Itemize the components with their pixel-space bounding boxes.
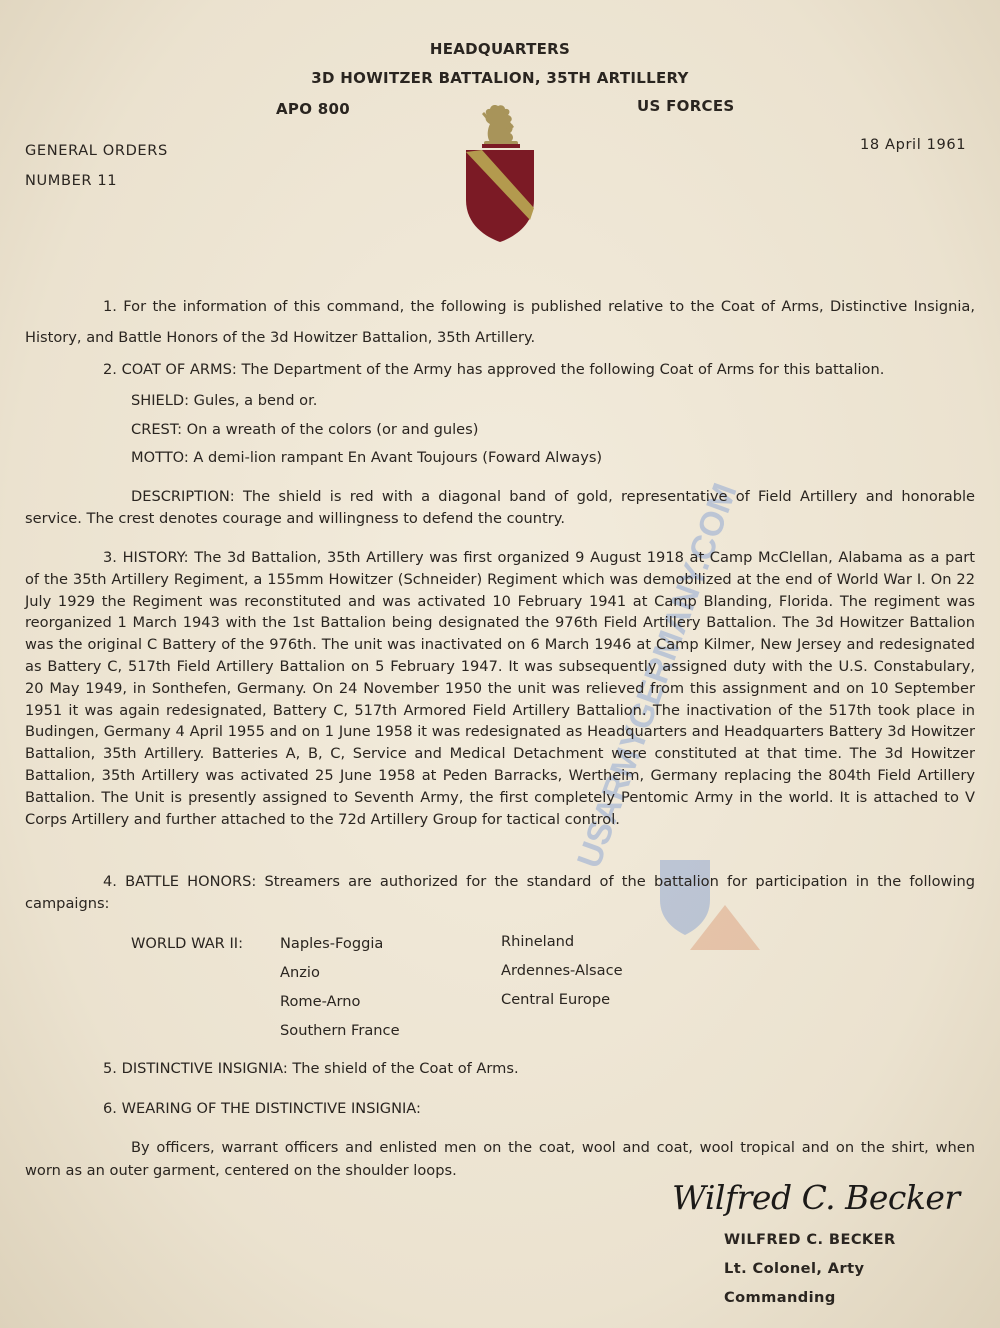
signer-name: WILFRED C. BECKER — [724, 1231, 896, 1248]
paragraph-6-text: By officers, warrant officers and enlisted men on the coat, wool and coat, wool tropical and on the shirt, when worn as an outer garment, centered on the shoulder loops. — [25, 1139, 975, 1179]
shield-line: SHIELD: Gules, a bend or. — [131, 392, 318, 409]
motto-line: MOTTO: A demi-lion rampant En Avant Toujours (Foward Always) — [131, 449, 603, 466]
coat-of-arms-emblem — [460, 100, 540, 245]
campaign-item: Southern France — [280, 1022, 400, 1039]
paragraph-4-number: 4. — [103, 873, 117, 890]
campaign-list-right — [501, 927, 623, 1014]
handwritten-signature: Wilfred C. Becker — [672, 1178, 960, 1217]
paragraph-6 — [103, 1098, 975, 1120]
signer-rank: Lt. Colonel, Arty — [724, 1260, 865, 1277]
general-orders-title: GENERAL ORDERS — [25, 142, 168, 159]
demi-lion-crest-icon — [482, 105, 518, 147]
paragraph-3-history — [25, 547, 975, 830]
paragraph-2-number: 2. — [103, 361, 117, 378]
header-us-forces: US FORCES — [637, 97, 735, 115]
description-paragraph: DESCRIPTION: The shield is red with a diagonal band of gold, representative of Field Artillery and honorable service. The crest denotes courage and willingness to defend the country. — [25, 488, 975, 527]
campaign-list-left — [280, 929, 400, 1045]
signer-role: Commanding — [724, 1289, 836, 1306]
paragraph-4-battle-honors — [25, 871, 975, 915]
header-battalion: 3D HOWITZER BATTALION, 35TH ARTILLERY — [311, 69, 689, 87]
shield-icon — [466, 150, 534, 242]
crest-line: CREST: On a wreath of the colors (or and gules) — [131, 421, 479, 438]
war-label: WORLD WAR II: — [131, 935, 243, 952]
paragraph-5 — [103, 1058, 975, 1080]
paragraph-6-title: WEARING OF THE DISTINCTIVE INSIGNIA: — [121, 1100, 421, 1117]
campaign-item: Anzio — [280, 964, 320, 981]
paragraph-1 — [25, 291, 975, 353]
paragraph-1-number: 1. — [103, 298, 117, 315]
paragraph-1-text: For the information of this command, the following is published relative to the Coat of Arms, Distinctive Insignia, History, and Battle Honors of the 3d Howitzer Battalion, 35th Artillery. — [25, 298, 975, 346]
paragraph-3-text: HISTORY: The 3d Battalion, 35th Artillery was first organized 9 August 1918 at Camp McClellan, Alabama as a part of the 35th Artillery Regiment, a 155mm Howitzer (Schneider) Regiment which was demobilized at the end of World War I. On 22 July 1929 the Regiment was reconstituted and was activated 10 February 1941 at Camp Blanding, Florida. The regiment was reorganized 1 March 1943 with the 1st Battalion being designated the 976th Field Artillery Battalion. The 3d Howitzer Battalion was the original C Battery of the 976th. The unit was inactivated on 6 March 1946 at Camp Kilmer, New Jersey and redesignated as Battery C, 517th Field Artillery Battalion on 5 February 1947. It was subsequently assigned duty with the U.S. Constabulary, 20 May 1949, in Sonthefen, Germany. On 24 November 1950 the unit was relieved from this assignment and on 10 September 1951 it was again redesignated, Battery C, 517th Armored Field Artillery Battalion. The inactivation of the 517th took place in Budingen, Germany 4 April 1955 and on 1 June 1958 it was redesignated as Headquarters and Headquarters Battery 3d Howitzer Battalion, 35th Artillery. Batteries A, B, C, Service and Medical Detachment were constituted at that time. The 3d Howitzer Battalion, 35th Artillery was activated 25 June 1958 at Peden Barracks, Wertheim, Germany replacing the 804th Field Artillery Battalion. The Unit is presently assigned to Seventh Army, the first completely Pentomic Army in the world. It is attached to V Corps Artillery and further attached to the 72d Artillery Group for tactical control. — [25, 549, 976, 828]
paragraph-5-number: 5. — [103, 1060, 117, 1077]
signature-block — [724, 1225, 896, 1312]
wreath-icon — [482, 144, 520, 148]
paragraph-2-text: COAT OF ARMS: The Department of the Army has approved the following Coat of Arms for this battalion. — [121, 361, 885, 378]
campaign-item: Rome-Arno — [280, 993, 361, 1010]
paragraph-4-text: BATTLE HONORS: Streamers are authorized for the standard of the battalion for participation in the following campaigns: — [25, 873, 976, 912]
campaign-item: Ardennes-Alsace — [501, 962, 623, 979]
paragraph-3-number: 3. — [103, 549, 117, 566]
paragraph-5-text: DISTINCTIVE INSIGNIA: The shield of the Coat of Arms. — [121, 1060, 519, 1077]
header-headquarters: HEADQUARTERS — [429, 40, 571, 58]
watermark-text: USARMYGERMANY.COM — [570, 478, 745, 873]
paragraph-6-number: 6. — [103, 1100, 117, 1117]
campaign-item: Naples-Foggia — [280, 935, 384, 952]
campaign-item: Central Europe — [501, 991, 611, 1008]
general-orders-number: NUMBER 11 — [25, 172, 118, 189]
campaign-item: Rhineland — [501, 933, 575, 950]
header-apo: APO 800 — [276, 100, 350, 118]
paragraph-2 — [103, 359, 975, 381]
order-date: 18 April 1961 — [860, 136, 967, 153]
